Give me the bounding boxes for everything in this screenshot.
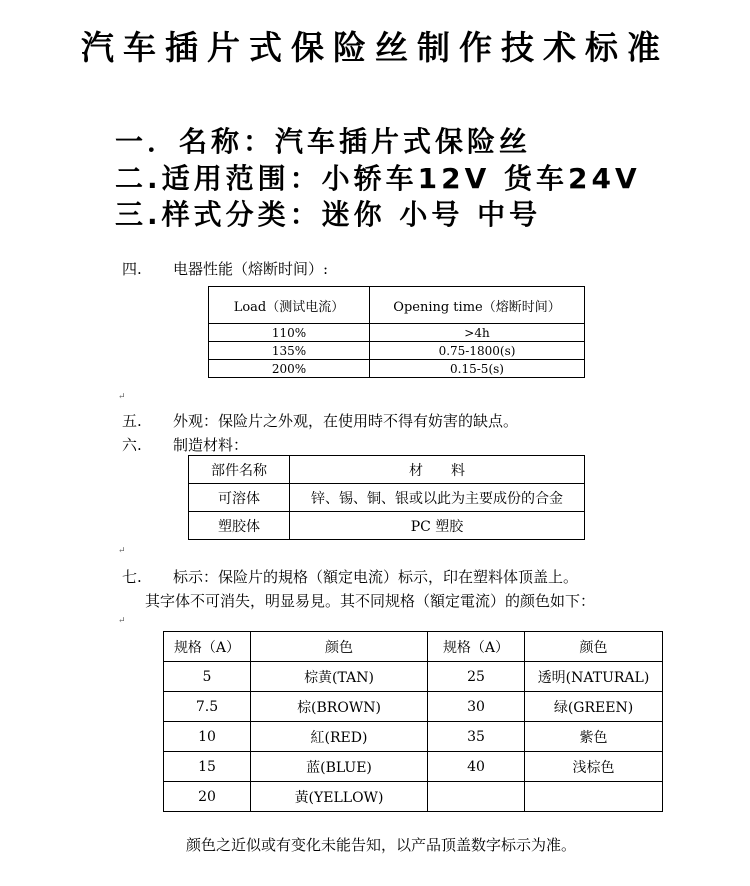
table-row: [189, 512, 585, 540]
section7-line2: 其字体不可消失，明显易見。其不同规格（額定電流）的颜色如下：: [145, 592, 596, 610]
table-header-cell: Opening time（熔断时间）: [370, 287, 585, 324]
table-row: [209, 360, 585, 378]
table-row: [164, 722, 663, 752]
table-row: [209, 324, 585, 342]
table-row: [164, 782, 663, 812]
paragraph-mark-icon: ↵: [118, 616, 126, 626]
table-cell: 紫色: [525, 722, 663, 752]
table-row: [164, 662, 663, 692]
color-note: 颜色之近似或有变化未能告知，以产品顶盖数字标示为准。: [186, 836, 577, 854]
table-cell: 40: [428, 752, 525, 782]
table-header-cell: 规格（A）: [428, 632, 525, 662]
table-header-cell: 规格（A）: [164, 632, 251, 662]
table-header-row: [209, 287, 585, 324]
table-cell: 0.75-1800(s): [370, 342, 585, 360]
document-title: 汽车插片式保险丝制作技术标准: [81, 28, 669, 67]
section6-label: 制造材料：: [173, 436, 249, 454]
table-cell: 塑胶体: [189, 512, 290, 540]
materials-table: [188, 455, 585, 540]
color-spec-table: [163, 631, 663, 812]
table-cell: 20: [164, 782, 251, 812]
table-cell: 紅(RED): [251, 722, 428, 752]
section7-number: 七.: [122, 568, 142, 586]
table-cell: 30: [428, 692, 525, 722]
section5-text: 外观：保险片之外观，在使用時不得有妨害的缺点。: [173, 412, 519, 430]
table-cell: 透明(NATURAL): [525, 662, 663, 692]
table-header-row: [189, 456, 585, 484]
table-cell: [525, 782, 663, 812]
table-cell: 5: [164, 662, 251, 692]
table-header-cell: 颜色: [251, 632, 428, 662]
table-cell: 15: [164, 752, 251, 782]
headline-usage: 二.适用范围：小轿车12V 货车24V: [115, 162, 641, 195]
table-cell: 200%: [209, 360, 370, 378]
table-cell: 135%: [209, 342, 370, 360]
performance-table: [208, 286, 585, 378]
table-cell: 0.15-5(s): [370, 360, 585, 378]
table-header-cell: 部件名称: [189, 456, 290, 484]
table-cell: PC 塑胶: [290, 512, 585, 540]
headline-name: 一．名称：汽车插片式保险丝: [115, 125, 532, 158]
table-row: [189, 484, 585, 512]
table-row: [164, 752, 663, 782]
table-cell: 可溶体: [189, 484, 290, 512]
table-header-row: [164, 632, 663, 662]
table-cell: 25: [428, 662, 525, 692]
table-cell: 蓝(BLUE): [251, 752, 428, 782]
table-cell: 35: [428, 722, 525, 752]
table-cell: 黃(YELLOW): [251, 782, 428, 812]
table-cell: 棕黄(TAN): [251, 662, 428, 692]
table-cell: 110%: [209, 324, 370, 342]
table-cell: [428, 782, 525, 812]
table-cell: >4h: [370, 324, 585, 342]
headline-types: 三.样式分类：迷你 小号 中号: [115, 198, 542, 231]
table-header-cell: 材 料: [290, 456, 585, 484]
section5-number: 五.: [122, 412, 142, 430]
table-header-cell: 颜色: [525, 632, 663, 662]
section4-label: 电器性能（熔断时间）:: [173, 260, 329, 278]
paragraph-mark-icon: ↵: [118, 392, 126, 402]
table-cell: 浅棕色: [525, 752, 663, 782]
section6-number: 六.: [122, 436, 142, 454]
section4-number: 四.: [122, 260, 142, 278]
table-cell: 绿(GREEN): [525, 692, 663, 722]
section7-line1: 标示：保险片的規格（額定电流）标示，印在塑料体顶盖上。: [173, 568, 579, 586]
table-cell: 锌、锡、铜、银或以此为主要成份的合金: [290, 484, 585, 512]
paragraph-mark-icon: ↵: [118, 546, 126, 556]
table-cell: 7.5: [164, 692, 251, 722]
table-cell: 棕(BROWN): [251, 692, 428, 722]
table-row: [164, 692, 663, 722]
table-header-cell: Load（测试电流）: [209, 287, 370, 324]
table-cell: 10: [164, 722, 251, 752]
table-row: [209, 342, 585, 360]
